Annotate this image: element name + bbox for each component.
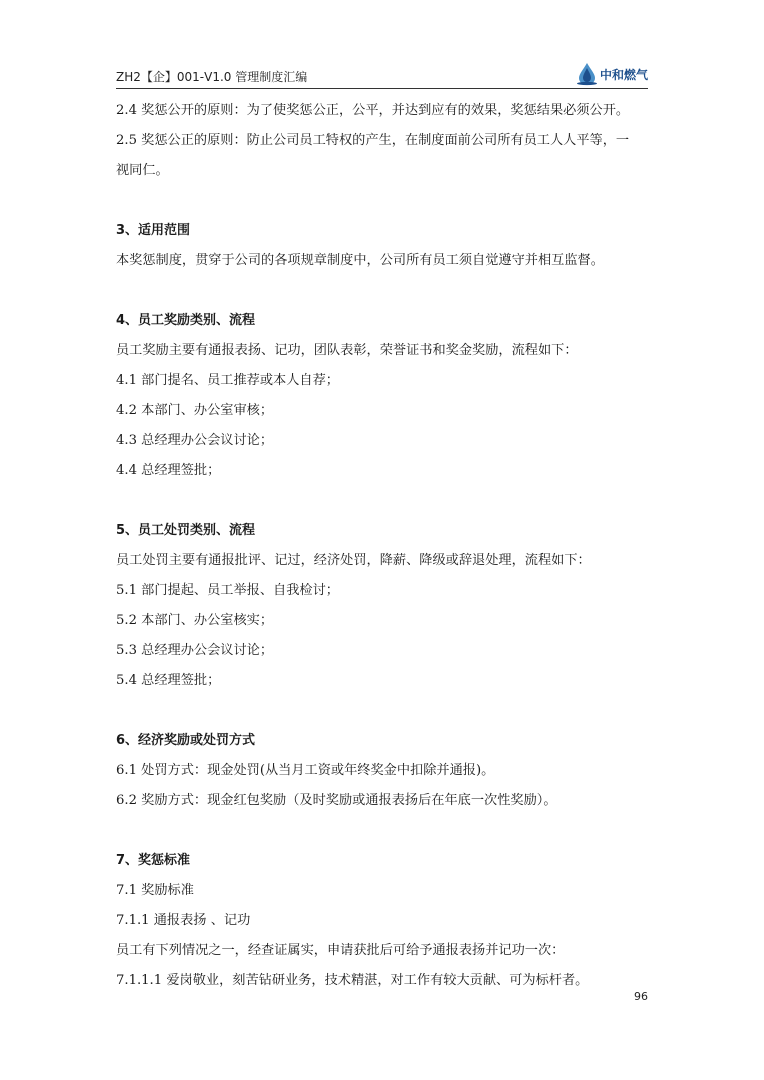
item-5-2: 5.2 本部门、办公室核实； bbox=[116, 613, 274, 628]
item-4-1: 4.1 部门提名、员工推荐或本人自荐； bbox=[116, 373, 339, 388]
item-4-3: 4.3 总经理办公会议讨论； bbox=[116, 433, 274, 448]
paragraph-2-5-line-2: 视同仁。 bbox=[116, 163, 169, 178]
item-4-4: 4.4 总经理签批； bbox=[116, 463, 221, 478]
item-7-1: 7.1 奖励标准 bbox=[116, 883, 194, 898]
page-header bbox=[116, 62, 648, 88]
item-7-1-1-1: 7.1.1.1 爱岗敬业，刻苦钻研业务，技术精湛，对工作有较大贡献、可为标杆者。 bbox=[116, 973, 589, 988]
paragraph-2-5-line-1: 2.5 奖惩公正的原则：防止公司员工特权的产生，在制度面前公司所有员工人人平等，一 bbox=[116, 133, 630, 148]
item-6-2: 6.2 奖励方式：现金红包奖励（及时奖励或通报表扬后在年底一次性奖励）。 bbox=[116, 793, 557, 808]
spacer bbox=[116, 186, 648, 216]
item-7-1-1: 7.1.1 通报表扬 、记功 bbox=[116, 913, 251, 928]
paragraph-2-4: 2.4 奖惩公开的原则：为了使奖惩公正，公平，并达到应有的效果，奖惩结果必须公开。 bbox=[116, 103, 630, 118]
item-5-1: 5.1 部门提起、员工举报、自我检讨； bbox=[116, 583, 339, 598]
company-logo bbox=[576, 62, 648, 86]
water-drop-logo-icon bbox=[576, 62, 598, 86]
item-5-3: 5.3 总经理办公会议讨论； bbox=[116, 643, 274, 658]
section-3-heading: 3、适用范围 bbox=[116, 223, 191, 238]
logo-text: 中和燃气 bbox=[599, 67, 648, 82]
document-title: ZH2【企】001-V1.0 管理制度汇编 bbox=[116, 70, 308, 84]
page-number: 96 bbox=[634, 990, 648, 1003]
section-4-heading: 4、员工奖励类别、流程 bbox=[116, 313, 256, 328]
section-5-heading: 5、员工处罚类别、流程 bbox=[116, 523, 256, 538]
spacer bbox=[116, 696, 648, 726]
item-6-1: 6.1 处罚方式：现金处罚(从当月工资或年终奖金中扣除并通报)。 bbox=[116, 763, 495, 778]
paragraph-3: 本奖惩制度，贯穿于公司的各项规章制度中，公司所有员工须自觉遵守并相互监督。 bbox=[116, 253, 604, 268]
header-divider bbox=[116, 88, 648, 89]
document-body bbox=[116, 96, 648, 996]
paragraph-4: 员工奖励主要有通报表扬、记功，团队表彰，荣誉证书和奖金奖励，流程如下： bbox=[116, 343, 578, 358]
paragraph-5: 员工处罚主要有通报批评、记过，经济处罚，降薪、降级或辞退处理，流程如下： bbox=[116, 553, 591, 568]
paragraph-7-1-1-intro: 员工有下列情况之一，经查证属实，申请获批后可给予通报表扬并记功一次： bbox=[116, 943, 565, 958]
spacer bbox=[116, 276, 648, 306]
item-4-2: 4.2 本部门、办公室审核； bbox=[116, 403, 274, 418]
item-5-4: 5.4 总经理签批； bbox=[116, 673, 221, 688]
spacer bbox=[116, 486, 648, 516]
section-6-heading: 6、经济奖励或处罚方式 bbox=[116, 733, 256, 748]
spacer bbox=[116, 816, 648, 846]
section-7-heading: 7、奖惩标准 bbox=[116, 853, 191, 868]
